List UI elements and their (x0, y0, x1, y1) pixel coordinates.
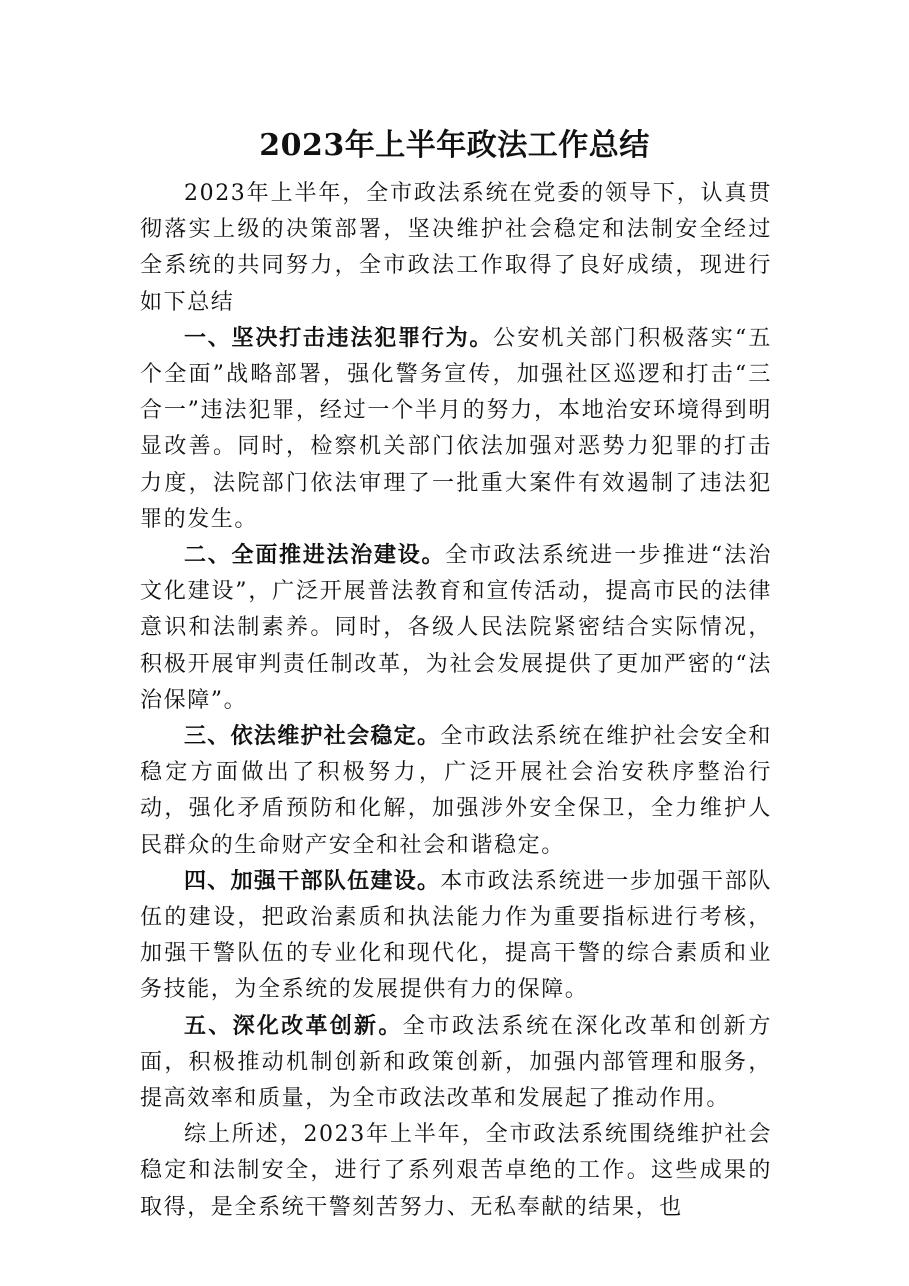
intro-paragraph: 2023年上半年，全市政法系统在党委的领导下，认真贯彻落实上级的决策部署，坚决维护社会稳定和法制安全经过全系统的共同努力，全市政法工作取得了良好成绩，现进行如下总结 (140, 181, 772, 315)
section-paragraph-2 (140, 538, 772, 719)
section-paragraph-5 (140, 1009, 772, 1118)
section-paragraph-4 (140, 864, 772, 1009)
document-body (140, 176, 772, 1226)
section-text-1: 公安机关部门积极落实“五个全面”战略部署，强化警务宣传，加强社区巡逻和打击“三合一”违法犯罪，经过一个半月的努力，本地治安环境得到明显改善。同时，检察机关部门依法加强对恶势力犯罪的打击力度，法院部门依法审理了一批重大案件有效遏制了违法犯罪的发生。 (140, 325, 772, 532)
section-text-4: 本市政法系统进一步加强干部队伍的建设，把政治素质和执法能力作为重要指标进行考核，加强干警队伍的专业化和现代化，提高干警的综合素质和业务技能，为全系统的发展提供有力的保障。 (140, 868, 772, 1003)
section-text-5: 全市政法系统在深化改革和创新方面，积极推动机制创新和政策创新，加强内部管理和服务，提高效率和质量，为全市政法改革和发展起了推动作用。 (140, 1013, 772, 1112)
section-heading-1: 一、坚决打击违法犯罪行为。 (184, 325, 494, 351)
section-paragraph-1 (140, 321, 772, 538)
section-heading-5: 五、深化改革创新。 (184, 1013, 403, 1039)
conclusion-paragraph: 综上所述，2023年上半年，全市政法系统围绕维护社会稳定和法制安全，进行了系列艰苦卓绝的工作。这些成果的取得，是全系统干警刻苦努力、无私奉献的结果，也 (140, 1122, 772, 1220)
section-heading-2: 二、全面推进法治建设。 (184, 543, 446, 569)
section-text-2: 全市政法系统进一步推进“法治文化建设”，广泛开展普法教育和宣传活动，提高市民的法律意识和法制素养。同时，各级人民法院紧密结合实际情况，积极开展审判责任制改革，为社会发展提供了更加严密的“法治保障”。 (140, 543, 773, 713)
section-text-3: 全市政法系统在维护社会安全和稳定方面做出了积极努力，广泛开展社会治安秩序整治行动，强化矛盾预防和化解，加强涉外安全保卫，全力维护人民群众的生命财产安全和社会和谐稳定。 (140, 724, 772, 858)
document-title: 2023年上半年政法工作总结 (259, 128, 650, 163)
section-paragraph-3 (140, 719, 772, 864)
section-heading-4: 四、加强干部队伍建设。 (184, 868, 441, 894)
section-heading-3: 三、依法维护社会稳定。 (184, 724, 441, 750)
